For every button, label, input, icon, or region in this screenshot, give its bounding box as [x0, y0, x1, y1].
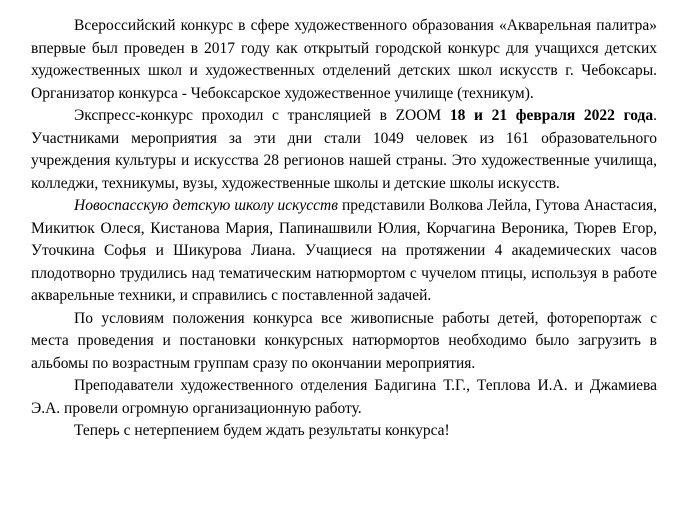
- paragraph-teachers: Преподаватели художественного отделения Бадигина Т.Г., Теплова И.А. и Джамиева Э.А. провели огромную организационную работу.: [31, 377, 657, 417]
- paragraph-express-contest: [31, 105, 657, 195]
- paragraph-school-participants: [31, 195, 657, 308]
- paragraph-contest-rules: По условиям положения конкурса все живописные работы детей, фоторепортаж с места проведения и постановки конкурсных натюрмортов необходимо было загрузить в альбомы по возрастным группам сразу по окончании мероприятия.: [31, 309, 657, 372]
- school-name: Новоспасскую детскую школу искусств: [74, 197, 338, 214]
- school-participants-text: представили Волкова Лейла, Гутова Анастасия, Микитюк Олеся, Кистанова Мария, Папинашвили Юлия, Корчагина Вероника, Тюрев Егор, Уточкина Софья и Шикурова Лиана. Учащиеся на протяжении 4 академических часов плодотворно трудились над тематическим натюрмортом с чучелом птицы, используя в работе акварельные техники, и справились с поставленной задачей.: [31, 197, 657, 304]
- express-contest-intro-text: Экспресс-конкурс проходил с трансляцией в ZOOM: [74, 107, 450, 124]
- contest-dates: 18 и 21 февраля 2022 года: [449, 107, 654, 124]
- paragraph-contest-history: Всероссийский конкурс в сфере художественного образования «Акварельная палитра» впервые был проведен в 2017 году как открытый городской конкурс для учащихся детских художественных школ и художественных отделений детских школ искусств г. Чебоксары. Организатор конкурса - Чебоксарское художественное училище (техникум).: [31, 17, 657, 102]
- express-contest-participants-text: . Участниками мероприятия за эти дни стали 1049 человек из 161 образовательного учреждения культуры и искусства 28 регионов нашей страны. Это художественные училища, колледжи, техникумы, вузы, художественные школы и детские школы искусств.: [31, 107, 657, 192]
- paragraph-closing: Теперь с нетерпением будем ждать результаты конкурса!: [74, 422, 450, 439]
